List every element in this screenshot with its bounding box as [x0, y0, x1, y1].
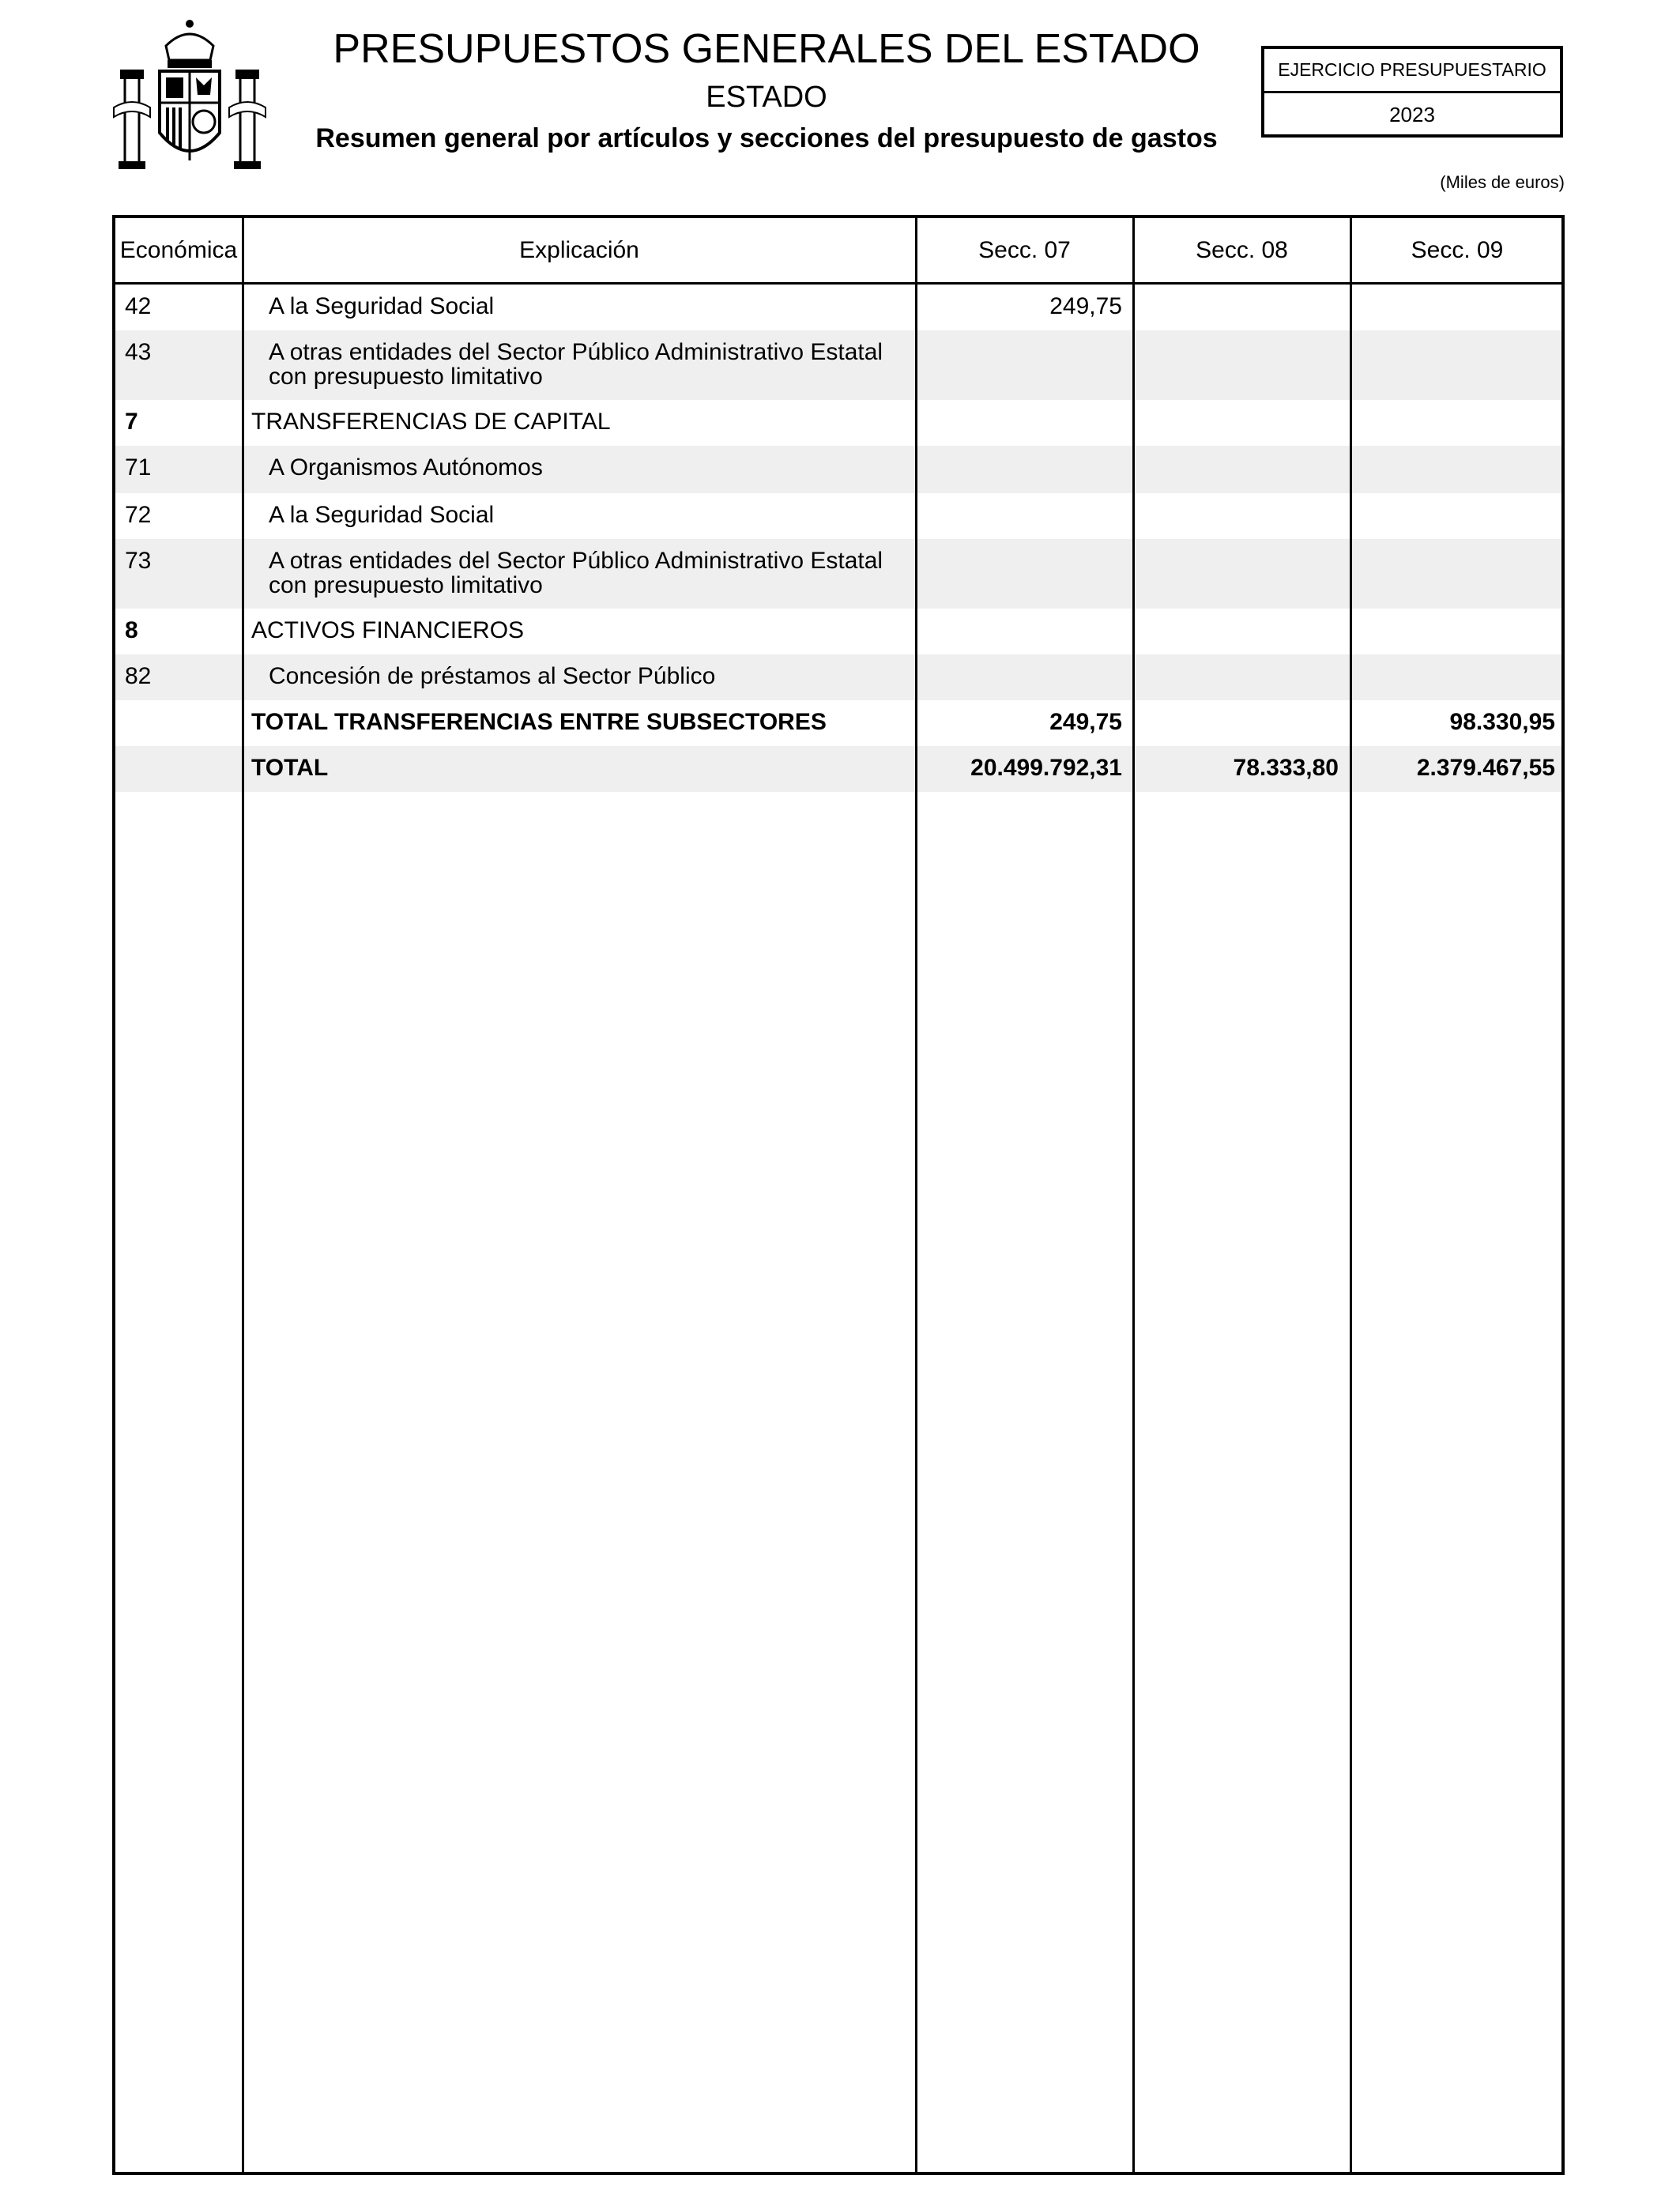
row-secc-09: 2.379.467,55: [1416, 755, 1555, 781]
row-code: 82: [125, 663, 152, 689]
row-secc-08: [1135, 446, 1339, 455]
row-explanation: TRANSFERENCIAS DE CAPITAL: [251, 409, 611, 435]
row-secc-07: 249,75: [1049, 709, 1122, 735]
table-row: [115, 493, 1561, 539]
exercise-label: EJERCICIO PRESUPUESTARIO: [1264, 49, 1560, 93]
row-code: 7: [125, 409, 138, 435]
row-code: 71: [125, 454, 152, 481]
table-row: [115, 700, 1561, 746]
exercise-box: [1261, 46, 1563, 138]
row-secc-07: [918, 400, 1122, 409]
col-header-explicacion: Explicación: [519, 236, 639, 263]
row-secc-07: [918, 609, 1122, 618]
row-secc-08: [1135, 330, 1339, 340]
row-secc-09: [1351, 285, 1555, 294]
col-header-secc-08: Secc. 08: [1196, 236, 1288, 263]
row-secc-08: [1135, 654, 1339, 664]
col-header-secc-07: Secc. 07: [978, 236, 1071, 263]
row-secc-09: [1351, 330, 1555, 340]
row-secc-09: [1351, 609, 1555, 618]
table-row: [115, 609, 1561, 654]
units-note: (Miles de euros): [1440, 172, 1565, 192]
page-description: Resumen general por artículos y secciones del presupuesto de gastos: [315, 123, 1218, 153]
row-code: 43: [125, 339, 152, 365]
row-secc-09: [1351, 539, 1555, 548]
row-secc-09: 98.330,95: [1449, 709, 1555, 735]
row-secc-07: [918, 330, 1122, 340]
row-secc-07: 249,75: [1049, 293, 1122, 319]
row-secc-07: [918, 654, 1122, 664]
row-explanation: A la Seguridad Social: [269, 293, 495, 319]
row-secc-09: [1351, 446, 1555, 455]
row-explanation: A otras entidades del Sector Público Administrativo Estatal con presupuesto limitativo: [269, 339, 883, 390]
row-secc-08: 78.333,80: [1233, 755, 1339, 781]
row-explanation: A otras entidades del Sector Público Administrativo Estatal con presupuesto limitativo: [269, 548, 883, 598]
table-row: [115, 746, 1561, 792]
col-header-secc-09: Secc. 09: [1411, 236, 1504, 263]
row-code: 42: [125, 293, 152, 319]
table-header: [115, 218, 1561, 285]
row-explanation: ACTIVOS FINANCIEROS: [251, 617, 525, 643]
row-secc-08: [1135, 400, 1339, 409]
table-row: [115, 446, 1561, 493]
column-divider: [1350, 218, 1352, 2172]
table-row: [115, 654, 1561, 700]
row-secc-07: [918, 446, 1122, 455]
row-secc-09: [1351, 493, 1555, 503]
row-secc-07: [918, 539, 1122, 548]
exercise-year: 2023: [1389, 102, 1435, 126]
table-row: [115, 330, 1561, 400]
table-row: [115, 400, 1561, 446]
row-secc-08: [1135, 493, 1339, 503]
row-secc-08: [1135, 539, 1339, 548]
row-code: 73: [125, 548, 152, 574]
budget-table: [112, 215, 1565, 2175]
row-code: [125, 700, 235, 710]
table-row: [115, 539, 1561, 609]
row-explanation: Concesión de préstamos al Sector Público: [269, 663, 716, 689]
row-secc-07: [918, 493, 1122, 503]
row-explanation: TOTAL: [251, 755, 329, 781]
row-explanation: TOTAL TRANSFERENCIAS ENTRE SUBSECTORES: [251, 709, 827, 735]
row-secc-08: [1135, 700, 1339, 710]
row-secc-09: [1351, 400, 1555, 409]
row-secc-09: [1351, 654, 1555, 664]
column-divider: [915, 218, 917, 2172]
col-header-economica: Económica: [119, 236, 238, 263]
table-row: [115, 285, 1561, 330]
row-code: [125, 746, 235, 756]
row-secc-07: 20.499.792,31: [970, 755, 1122, 781]
row-explanation: A Organismos Autónomos: [269, 454, 543, 481]
column-divider: [242, 218, 244, 2172]
row-explanation: A la Seguridad Social: [269, 502, 495, 528]
page-subtitle: ESTADO: [706, 81, 827, 114]
row-code: 8: [125, 617, 138, 643]
column-divider: [1132, 218, 1135, 2172]
row-code: 72: [125, 502, 152, 528]
row-secc-08: [1135, 609, 1339, 618]
page-title: PRESUPUESTOS GENERALES DEL ESTADO: [333, 26, 1200, 72]
row-secc-08: [1135, 285, 1339, 294]
